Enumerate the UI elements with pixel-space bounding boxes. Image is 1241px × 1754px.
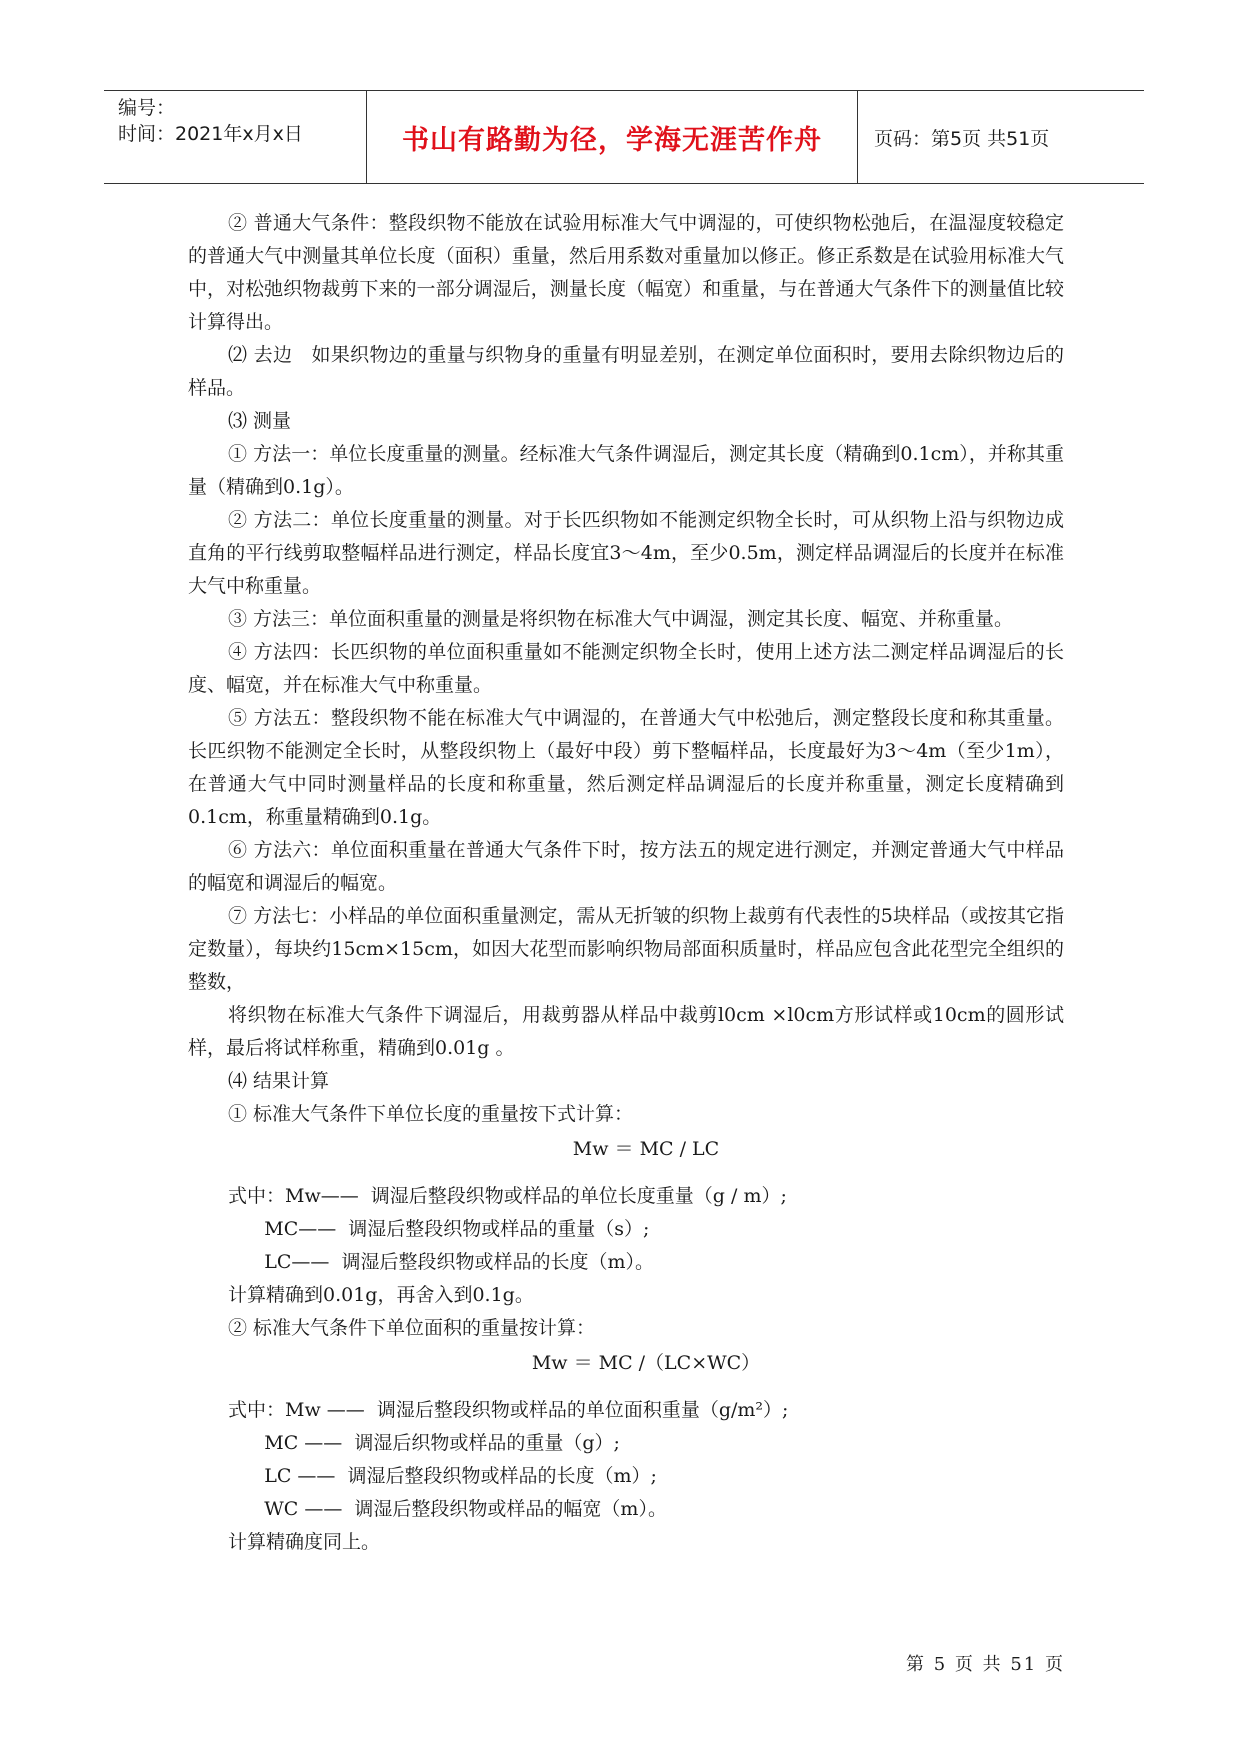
precision-note-2: 计算精确度同上。 [228,1531,381,1553]
body-paragraph: 将织物在标准大气条件下调湿后，用裁剪器从样品中裁剪l0cm ×l0cm方形试样或10cm的圆形试样，最后将试样称重，精确到0.01g 。 [188,1004,1064,1059]
formula-unit-length: Mw ＝ MC / LC [572,1138,720,1160]
header-page-info: 页码：第5页 共51页 [874,127,1050,150]
formula-unit-area: Mw ＝ MC /（LC×WC） [531,1352,761,1374]
serial-label: 编号： [118,97,176,119]
body-paragraph: ⑶ 测量 [228,410,292,432]
legend-row: WC —— 调湿后整段织物或样品的幅宽（m）。 [228,1498,667,1520]
legend-row: MC —— 调湿后织物或样品的重量（g）; [228,1432,620,1454]
body-paragraph: ④ 方法四：长匹织物的单位面积重量如不能测定织物全长时，使用上述方法二测定样品调湿后的长度、幅宽，并在标准大气中称重量。 [188,641,1064,696]
legend-row: 式中：Mw—— 调湿后整段织物或样品的单位长度重量（g / m）; [228,1185,787,1207]
precision-note-1: 计算精确到0.01g，再舍入到0.1g。 [228,1284,534,1306]
body-paragraph: ② 方法二：单位长度重量的测量。对于长匹织物如不能测定织物全长时，可从织物上沿与织物边成直角的平行线剪取整幅样品进行测定，样品长度宜3～4m，至少0.5m，测定样品调湿后的长度并在标准大气中称重量。 [188,509,1064,597]
page-footer: 第 5 页 共 51 页 [906,1654,1065,1675]
body-paragraph: ① 方法一：单位长度重量的测量。经标准大气条件调湿后，测定其长度（精确到0.1cm），并称其重量（精确到0.1g）。 [188,443,1064,498]
body-paragraph: ⑷ 结果计算 [228,1070,330,1092]
body-paragraph: ③ 方法三：单位面积重量的测量是将织物在标准大气中调湿，测定其长度、幅宽、并称重量。 [228,608,1014,630]
formula-legend-2 [188,1394,1064,1526]
header-motto-cell [366,91,858,183]
formula2-intro: ② 标准大气条件下单位面积的重量按计算： [228,1317,596,1339]
body-paragraph: ① 标准大气条件下单位长度的重量按下式计算： [228,1103,634,1125]
legend-row: MC—— 调湿后整段织物或样品的重量（s）; [228,1218,650,1240]
legend-row: LC —— 调湿后整段织物或样品的长度（m）; [228,1465,657,1487]
motto: 书山有路勤为径，学海无涯苦作舟 [402,124,822,156]
document-body [188,207,1064,1559]
body-paragraph: ⑦ 方法七：小样品的单位面积重量测定，需从无折皱的织物上裁剪有代表性的5块样品（或按其它指定数量），每块约15cm×15cm，如因大花型而影响织物局部面积质量时，样品应包含此花型完全组织的整数， [188,905,1064,993]
body-paragraph: ⑥ 方法六：单位面积重量在普通大气条件下时，按方法五的规定进行测定，并测定普通大气中样品的幅宽和调湿后的幅宽。 [188,839,1064,894]
header-meta [104,91,366,183]
body-paragraph: ⑵ 去边 如果织物边的重量与织物身的重量有明显差别，在测定单位面积时，要用去除织物边后的样品。 [188,344,1064,399]
legend-row: LC—— 调湿后整段织物或样品的长度（m）。 [228,1251,654,1273]
paragraph-list [188,207,1064,1131]
page-header [104,90,1144,184]
legend-row: 式中：Mw —— 调湿后整段织物或样品的单位面积重量（g/m²）; [228,1399,789,1421]
body-paragraph: ② 普通大气条件：整段织物不能放在试验用标准大气中调湿的，可使织物松弛后，在温湿度较稳定的普通大气中测量其单位长度（面积）重量，然后用系数对重量加以修正。修正系数是在试验用标准大气中，对松弛织物裁剪下来的一部分调湿后，测量长度（幅宽）和重量，与在普通大气条件下的测量值比较计算得出。 [188,212,1064,333]
formula-legend-1 [188,1180,1064,1279]
body-paragraph: ⑤ 方法五：整段织物不能在标准大气中调湿的，在普通大气中松弛后，测定整段长度和称其重量。长匹织物不能测定全长时，从整段织物上（最好中段）剪下整幅样品，长度最好为3～4m（至少1m），在普通大气中同时测量样品的长度和称重量，然后测定样品调湿后的长度并称重量，测定长度精确到0.1cm，称重量精确到0.1g。 [188,707,1064,828]
time-line: 时间：2021年x月x日 [118,123,303,145]
